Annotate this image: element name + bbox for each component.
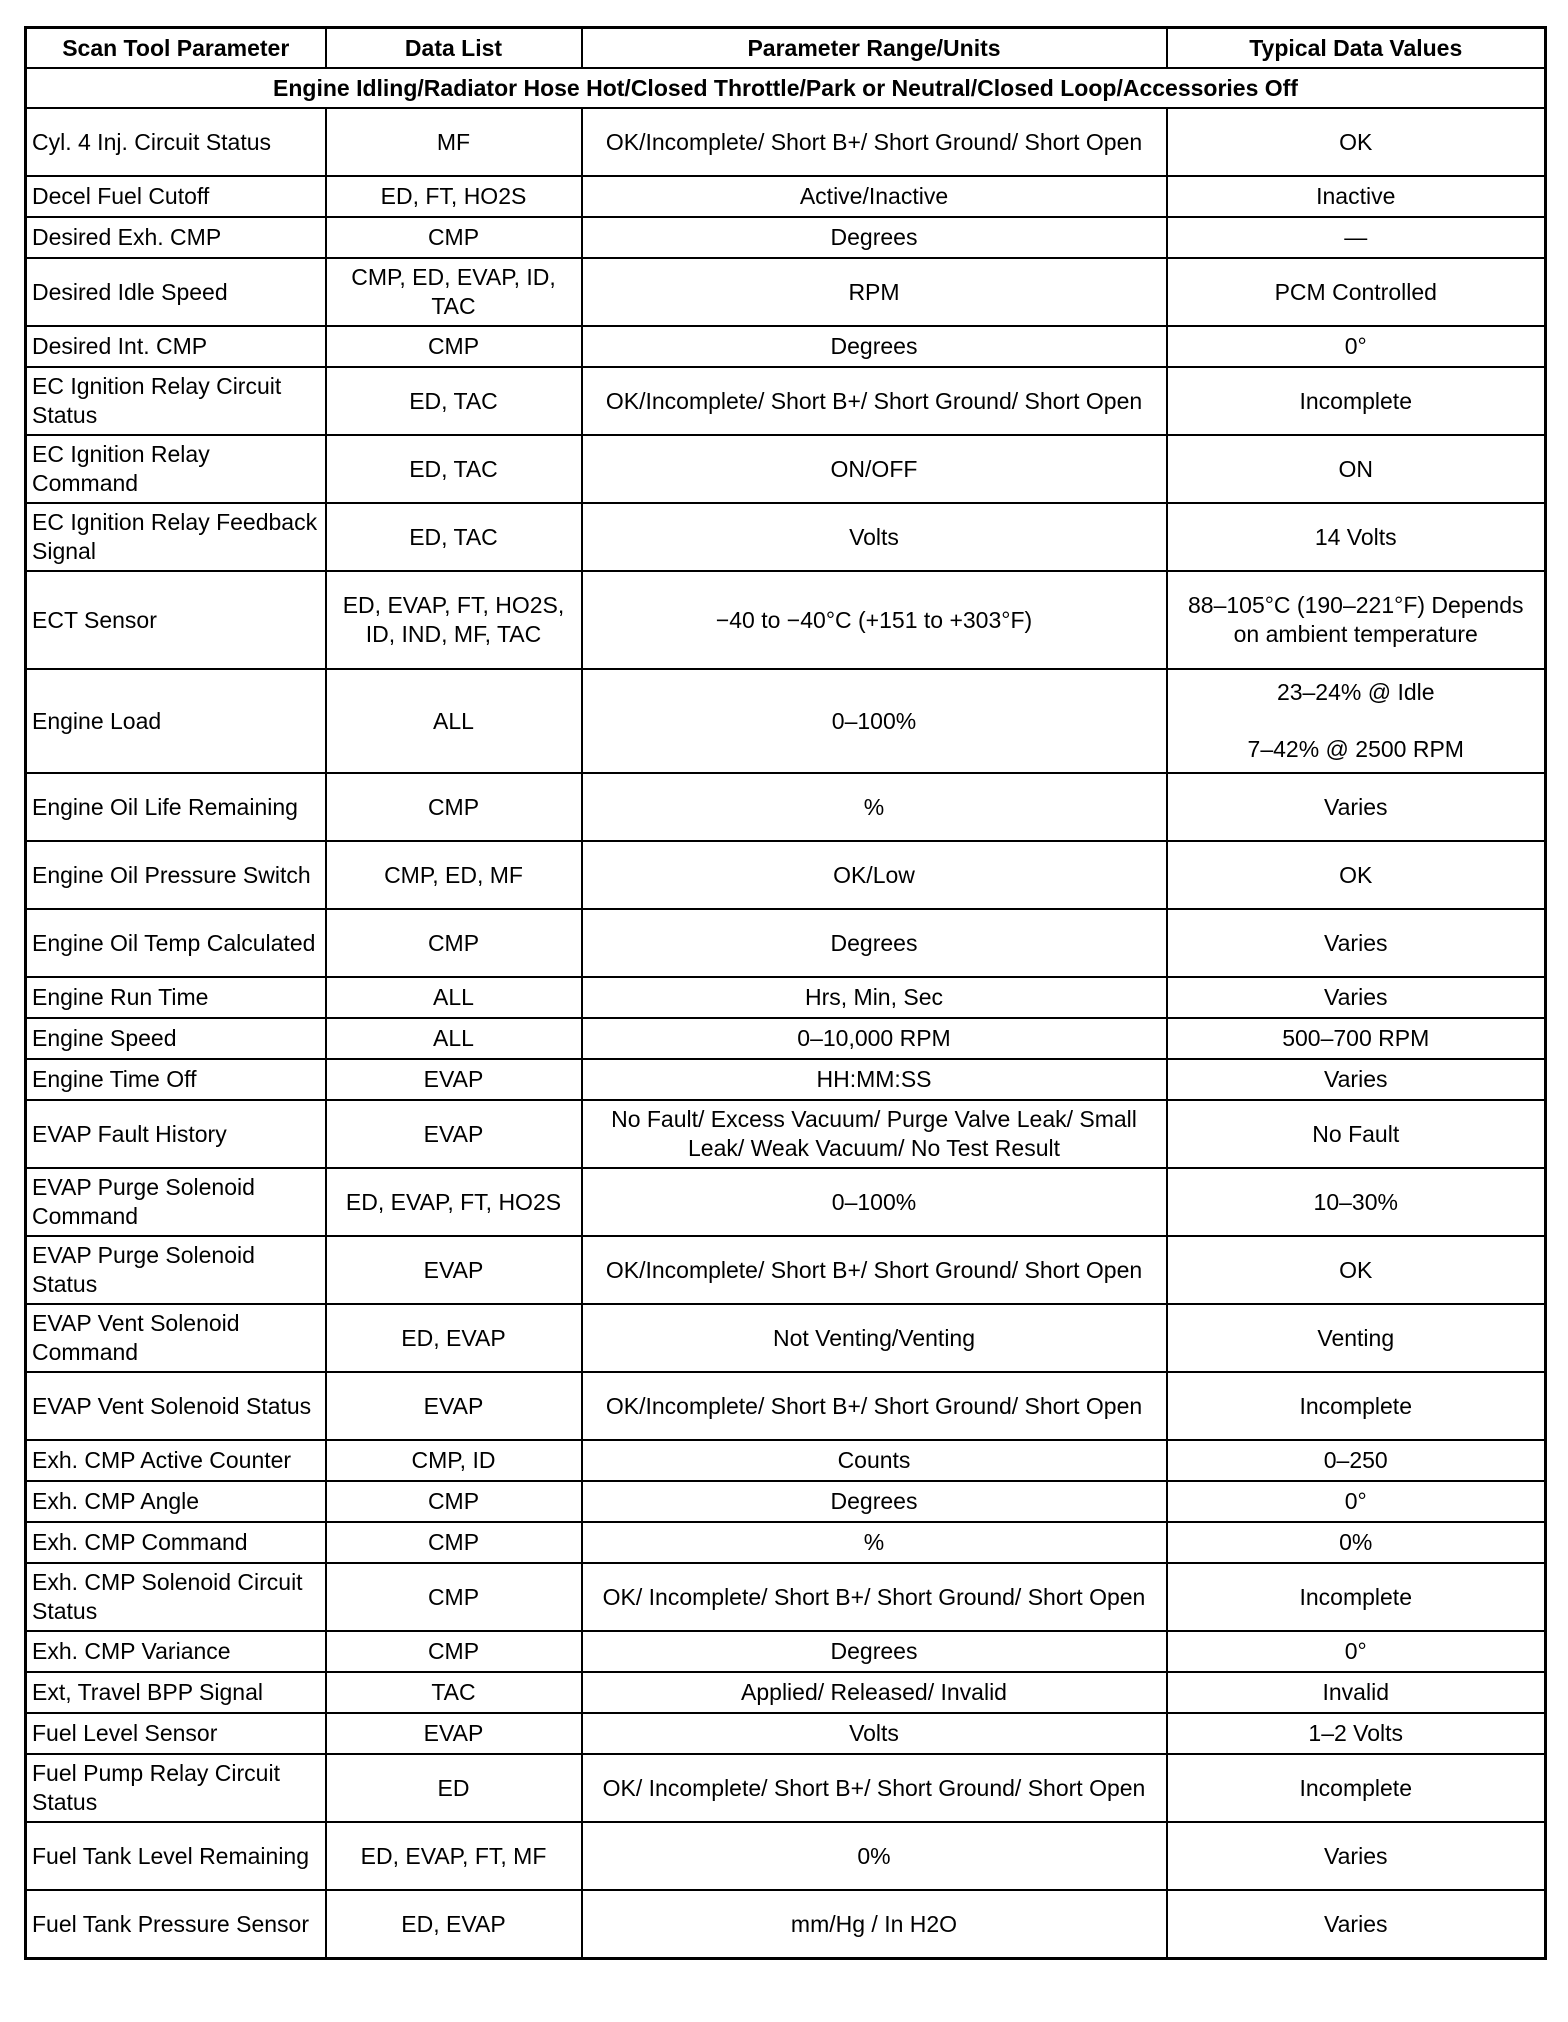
table-row bbox=[26, 326, 1546, 367]
data-list-cell: ED bbox=[326, 1754, 582, 1822]
header-typical-data-values: Typical Data Values bbox=[1167, 28, 1546, 69]
typical-cell: No Fault bbox=[1167, 1100, 1546, 1168]
parameter-cell: Fuel Pump Relay Circuit Status bbox=[26, 1754, 326, 1822]
header-parameter-range-units: Parameter Range/Units bbox=[582, 28, 1167, 69]
parameter-cell: Engine Oil Life Remaining bbox=[26, 773, 326, 841]
range-cell: OK/ Incomplete/ Short B+/ Short Ground/ Short Open bbox=[582, 1563, 1167, 1631]
data-list-cell: MF bbox=[326, 108, 582, 176]
table-row bbox=[26, 571, 1546, 669]
table-row bbox=[26, 217, 1546, 258]
range-cell: Hrs, Min, Sec bbox=[582, 977, 1167, 1018]
data-list-cell: ED, EVAP, FT, HO2S bbox=[326, 1168, 582, 1236]
typical-cell: Varies bbox=[1167, 773, 1546, 841]
range-cell: 0–100% bbox=[582, 669, 1167, 773]
data-list-cell: CMP, ED, MF bbox=[326, 841, 582, 909]
typical-cell: — bbox=[1167, 217, 1546, 258]
data-list-cell: ED, TAC bbox=[326, 435, 582, 503]
data-list-cell: ED, TAC bbox=[326, 367, 582, 435]
table-row bbox=[26, 1168, 1546, 1236]
parameter-cell: EC Ignition Relay Command bbox=[26, 435, 326, 503]
table-row bbox=[26, 1059, 1546, 1100]
parameter-cell: Fuel Tank Level Remaining bbox=[26, 1822, 326, 1890]
data-list-cell: ED, EVAP, FT, MF bbox=[326, 1822, 582, 1890]
range-cell: Degrees bbox=[582, 326, 1167, 367]
typical-cell: 10–30% bbox=[1167, 1168, 1546, 1236]
typical-cell: Inactive bbox=[1167, 176, 1546, 217]
table-row bbox=[26, 1481, 1546, 1522]
typical-cell: Incomplete bbox=[1167, 367, 1546, 435]
parameter-cell: Ext, Travel BPP Signal bbox=[26, 1672, 326, 1713]
parameter-cell: EVAP Vent Solenoid Command bbox=[26, 1304, 326, 1372]
data-list-cell: ALL bbox=[326, 669, 582, 773]
data-list-cell: CMP bbox=[326, 1481, 582, 1522]
parameter-cell: Exh. CMP Variance bbox=[26, 1631, 326, 1672]
table-row bbox=[26, 977, 1546, 1018]
table-row bbox=[26, 1631, 1546, 1672]
range-cell: OK/Incomplete/ Short B+/ Short Ground/ Short Open bbox=[582, 1236, 1167, 1304]
range-cell: OK/Incomplete/ Short B+/ Short Ground/ Short Open bbox=[582, 108, 1167, 176]
parameter-cell: Engine Speed bbox=[26, 1018, 326, 1059]
table-row bbox=[26, 1236, 1546, 1304]
table-row bbox=[26, 1018, 1546, 1059]
parameter-cell: Fuel Level Sensor bbox=[26, 1713, 326, 1754]
table-row bbox=[26, 1713, 1546, 1754]
typical-cell: Incomplete bbox=[1167, 1372, 1546, 1440]
table-row bbox=[26, 1522, 1546, 1563]
parameter-cell: Desired Idle Speed bbox=[26, 258, 326, 326]
range-cell: Applied/ Released/ Invalid bbox=[582, 1672, 1167, 1713]
table-row bbox=[26, 258, 1546, 326]
range-cell: OK/Incomplete/ Short B+/ Short Ground/ Short Open bbox=[582, 1372, 1167, 1440]
data-list-cell: ED, TAC bbox=[326, 503, 582, 571]
table-row bbox=[26, 669, 1546, 773]
range-cell: Degrees bbox=[582, 1481, 1167, 1522]
data-list-cell: CMP bbox=[326, 326, 582, 367]
typical-cell: PCM Controlled bbox=[1167, 258, 1546, 326]
parameter-cell: Engine Run Time bbox=[26, 977, 326, 1018]
range-cell: No Fault/ Excess Vacuum/ Purge Valve Leak/ Small Leak/ Weak Vacuum/ No Test Result bbox=[582, 1100, 1167, 1168]
parameter-cell: Desired Exh. CMP bbox=[26, 217, 326, 258]
table-row bbox=[26, 1440, 1546, 1481]
typical-cell: OK bbox=[1167, 841, 1546, 909]
parameter-cell: Desired Int. CMP bbox=[26, 326, 326, 367]
parameter-cell: Engine Load bbox=[26, 669, 326, 773]
data-list-cell: ED, EVAP bbox=[326, 1304, 582, 1372]
parameter-cell: EC Ignition Relay Feedback Signal bbox=[26, 503, 326, 571]
parameter-cell: EVAP Purge Solenoid Status bbox=[26, 1236, 326, 1304]
typical-cell: OK bbox=[1167, 1236, 1546, 1304]
data-list-cell: CMP bbox=[326, 773, 582, 841]
table-row bbox=[26, 1304, 1546, 1372]
range-cell: −40 to −40°C (+151 to +303°F) bbox=[582, 571, 1167, 669]
range-cell: OK/Incomplete/ Short B+/ Short Ground/ Short Open bbox=[582, 367, 1167, 435]
parameter-cell: Fuel Tank Pressure Sensor bbox=[26, 1890, 326, 1959]
typical-cell: 0% bbox=[1167, 1522, 1546, 1563]
table-row bbox=[26, 1822, 1546, 1890]
range-cell: Volts bbox=[582, 1713, 1167, 1754]
parameter-cell: Exh. CMP Angle bbox=[26, 1481, 326, 1522]
table-row bbox=[26, 176, 1546, 217]
range-cell: Not Venting/Venting bbox=[582, 1304, 1167, 1372]
data-list-cell: ED, FT, HO2S bbox=[326, 176, 582, 217]
condition-row bbox=[26, 68, 1546, 108]
typical-cell: 14 Volts bbox=[1167, 503, 1546, 571]
parameter-cell: Engine Time Off bbox=[26, 1059, 326, 1100]
data-list-cell: CMP bbox=[326, 909, 582, 977]
parameter-cell: EVAP Purge Solenoid Command bbox=[26, 1168, 326, 1236]
header-scan-tool-parameter: Scan Tool Parameter bbox=[26, 28, 326, 69]
parameter-cell: EVAP Vent Solenoid Status bbox=[26, 1372, 326, 1440]
typical-cell: ON bbox=[1167, 435, 1546, 503]
range-cell: Degrees bbox=[582, 909, 1167, 977]
data-list-cell: EVAP bbox=[326, 1236, 582, 1304]
data-list-cell: TAC bbox=[326, 1672, 582, 1713]
data-list-cell: EVAP bbox=[326, 1713, 582, 1754]
typical-cell: 0° bbox=[1167, 1481, 1546, 1522]
range-cell: Degrees bbox=[582, 217, 1167, 258]
range-cell: ON/OFF bbox=[582, 435, 1167, 503]
data-list-cell: EVAP bbox=[326, 1059, 582, 1100]
data-list-cell: CMP bbox=[326, 217, 582, 258]
table-row bbox=[26, 1563, 1546, 1631]
typical-value-2500rpm: 7–42% @ 2500 RPM bbox=[1247, 736, 1464, 762]
test-condition: Engine Idling/Radiator Hose Hot/Closed Throttle/Park or Neutral/Closed Loop/Accessories Off bbox=[26, 68, 1546, 108]
range-cell: HH:MM:SS bbox=[582, 1059, 1167, 1100]
data-list-cell: ALL bbox=[326, 977, 582, 1018]
typical-cell: Varies bbox=[1167, 1059, 1546, 1100]
scan-tool-data-table bbox=[24, 26, 1547, 1960]
range-cell: RPM bbox=[582, 258, 1167, 326]
range-cell: mm/Hg / In H2O bbox=[582, 1890, 1167, 1959]
range-cell: 0–10,000 RPM bbox=[582, 1018, 1167, 1059]
range-cell: 0–100% bbox=[582, 1168, 1167, 1236]
data-list-cell: ALL bbox=[326, 1018, 582, 1059]
data-list-cell: CMP bbox=[326, 1631, 582, 1672]
parameter-cell: Decel Fuel Cutoff bbox=[26, 176, 326, 217]
table-row bbox=[26, 1754, 1546, 1822]
range-cell: Counts bbox=[582, 1440, 1167, 1481]
data-list-cell: ED, EVAP, FT, HO2S, ID, IND, MF, TAC bbox=[326, 571, 582, 669]
table-row bbox=[26, 108, 1546, 176]
typical-value-idle: 23–24% @ Idle bbox=[1276, 679, 1435, 705]
typical-cell: 1–2 Volts bbox=[1167, 1713, 1546, 1754]
parameter-cell: EC Ignition Relay Circuit Status bbox=[26, 367, 326, 435]
typical-cell: Varies bbox=[1167, 909, 1546, 977]
range-cell: OK/Low bbox=[582, 841, 1167, 909]
typical-cell: Varies bbox=[1167, 1890, 1546, 1959]
header-row bbox=[26, 28, 1546, 69]
typical-cell: 88–105°C (190–221°F) Depends on ambient temperature bbox=[1167, 571, 1546, 669]
table-row bbox=[26, 909, 1546, 977]
table-row bbox=[26, 1372, 1546, 1440]
typical-cell: 0° bbox=[1167, 326, 1546, 367]
table-row bbox=[26, 435, 1546, 503]
typical-cell: Incomplete bbox=[1167, 1754, 1546, 1822]
table-row bbox=[26, 1672, 1546, 1713]
typical-cell: Venting bbox=[1167, 1304, 1546, 1372]
parameter-cell: ECT Sensor bbox=[26, 571, 326, 669]
range-cell: % bbox=[582, 773, 1167, 841]
typical-cell: Invalid bbox=[1167, 1672, 1546, 1713]
table-row bbox=[26, 503, 1546, 571]
parameter-cell: EVAP Fault History bbox=[26, 1100, 326, 1168]
parameter-cell: Exh. CMP Command bbox=[26, 1522, 326, 1563]
data-list-cell: CMP, ED, EVAP, ID, TAC bbox=[326, 258, 582, 326]
table-row bbox=[26, 1100, 1546, 1168]
typical-cell: Varies bbox=[1167, 1822, 1546, 1890]
range-cell: Active/Inactive bbox=[582, 176, 1167, 217]
range-cell: Degrees bbox=[582, 1631, 1167, 1672]
data-list-cell: CMP, ID bbox=[326, 1440, 582, 1481]
header-data-list: Data List bbox=[326, 28, 582, 69]
typical-cell: Incomplete bbox=[1167, 1563, 1546, 1631]
parameter-cell: Engine Oil Temp Calculated bbox=[26, 909, 326, 977]
range-cell: % bbox=[582, 1522, 1167, 1563]
typical-cell: 500–700 RPM bbox=[1167, 1018, 1546, 1059]
data-list-cell: EVAP bbox=[326, 1372, 582, 1440]
data-list-cell: ED, EVAP bbox=[326, 1890, 582, 1959]
typical-cell: 0–250 bbox=[1167, 1440, 1546, 1481]
parameter-cell: Exh. CMP Solenoid Circuit Status bbox=[26, 1563, 326, 1631]
data-list-cell: EVAP bbox=[326, 1100, 582, 1168]
parameter-cell: Engine Oil Pressure Switch bbox=[26, 841, 326, 909]
table-row bbox=[26, 1890, 1546, 1959]
parameter-cell: Exh. CMP Active Counter bbox=[26, 1440, 326, 1481]
typical-cell: 0° bbox=[1167, 1631, 1546, 1672]
parameter-cell: Cyl. 4 Inj. Circuit Status bbox=[26, 108, 326, 176]
typical-cell: OK bbox=[1167, 108, 1546, 176]
range-cell: 0% bbox=[582, 1822, 1167, 1890]
table-row bbox=[26, 367, 1546, 435]
range-cell: OK/ Incomplete/ Short B+/ Short Ground/ Short Open bbox=[582, 1754, 1167, 1822]
table-row bbox=[26, 841, 1546, 909]
data-list-cell: CMP bbox=[326, 1522, 582, 1563]
typical-cell: Varies bbox=[1167, 977, 1546, 1018]
table-row bbox=[26, 773, 1546, 841]
range-cell: Volts bbox=[582, 503, 1167, 571]
typical-cell bbox=[1167, 669, 1546, 773]
data-list-cell: CMP bbox=[326, 1563, 582, 1631]
